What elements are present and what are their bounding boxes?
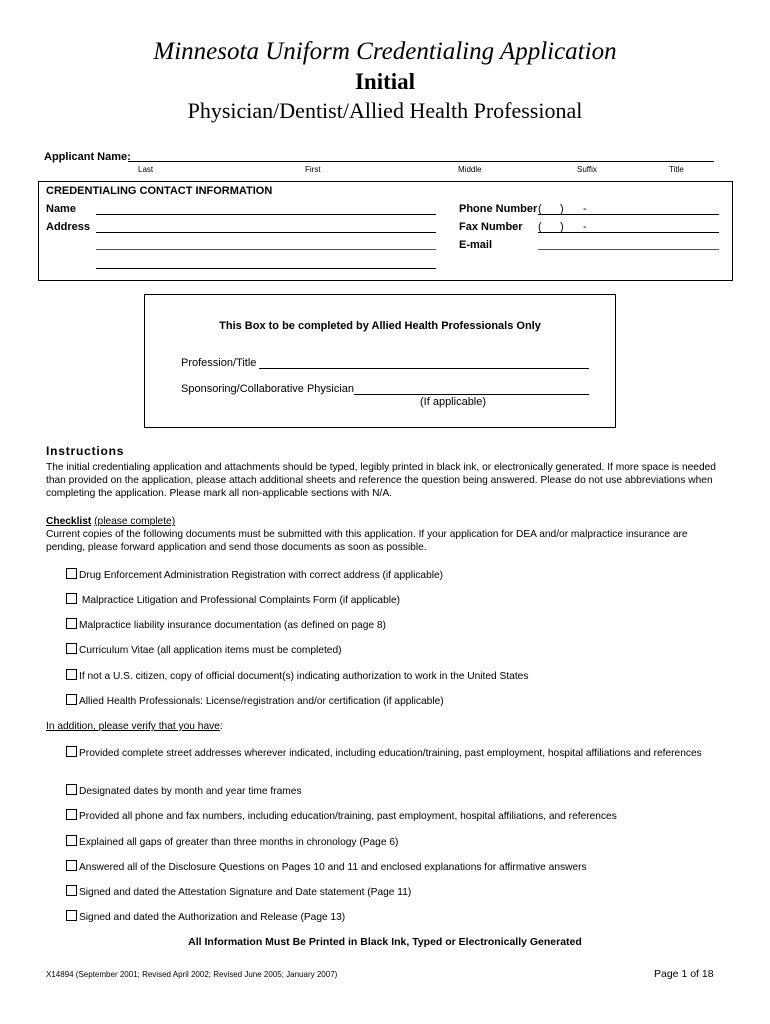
verify-item-label: Provided complete street addresses wherever indicated, including education/training, past employment, hospital affiliations and references <box>79 748 702 759</box>
checklist-item-label: If not a U.S. citizen, copy of official document(s) indicating authorization to work in the United States <box>79 671 529 682</box>
verify-item-label: Signed and dated the Attestation Signature and Date statement (Page 11) <box>79 887 412 898</box>
sponsoring-physician-field[interactable] <box>354 394 589 395</box>
checkbox[interactable] <box>66 669 77 680</box>
checklist-item <box>66 618 716 632</box>
middle-name-label: Middle <box>458 165 482 174</box>
contact-address-line-1[interactable] <box>96 232 436 233</box>
page-number: Page 1 of 18 <box>654 968 714 980</box>
phone-number-field[interactable] <box>538 214 719 215</box>
fax-paren-open: ( <box>538 221 542 233</box>
if-applicable-note: (If applicable) <box>420 396 487 408</box>
form-subtitle: Initial <box>354 69 416 94</box>
checkbox[interactable] <box>66 860 77 871</box>
fax-number-field[interactable] <box>538 232 719 233</box>
checklist-item-label: Drug Enforcement Administration Registration with correct address (if applicable) <box>79 570 444 581</box>
checklist-note: (please complete) <box>94 516 176 527</box>
checkbox[interactable] <box>66 618 77 629</box>
checkbox[interactable] <box>66 568 77 579</box>
verify-item-label: Designated dates by month and year time frames <box>79 786 302 797</box>
title-label: Title <box>669 165 684 174</box>
verify-item-label: Provided all phone and fax numbers, including education/training, past employment, hospital affiliations, and references <box>79 811 617 822</box>
first-name-label: First <box>305 165 321 174</box>
instructions-body: The initial credentialing application and attachments should be typed, legibly printed in black ink, or electronically generated. If more space is needed than provided on the application, please attach additional sheets and reference the question being answered. Please do not use abbreviations when completing the application. Please mark all non-applicable sections with N/A. <box>46 462 716 499</box>
checkbox[interactable] <box>66 885 77 896</box>
form-title: Minnesota Uniform Credentialing Application <box>153 38 617 65</box>
verify-heading-colon: : <box>219 721 223 732</box>
sponsoring-physician-label: Sponsoring/Collaborative Physician <box>181 383 355 395</box>
verify-heading <box>46 720 726 733</box>
email-label: E-mail <box>459 239 493 251</box>
phone-paren-close: ) <box>560 203 564 215</box>
checklist-item <box>66 669 716 683</box>
contact-name-label: Name <box>46 203 76 215</box>
applicant-name-label: Applicant Name: <box>44 151 131 163</box>
checklist-item <box>66 694 716 708</box>
contact-heading: CREDENTIALING CONTACT INFORMATION <box>46 185 273 197</box>
phone-number-label: Phone Number <box>459 203 538 215</box>
checklist-item-label: Malpractice liability insurance documentation (as defined on page 8) <box>79 620 386 631</box>
verify-item <box>66 809 716 823</box>
checklist-title: Checklist <box>46 516 92 527</box>
contact-name-field[interactable] <box>96 214 436 215</box>
verify-item <box>66 746 706 760</box>
ink-notice: All Information Must Be Printed in Black Ink, Typed or Electronically Generated <box>188 936 582 948</box>
contact-address-label: Address <box>46 221 91 233</box>
checklist-item <box>66 643 716 657</box>
checkbox[interactable] <box>66 910 77 921</box>
verify-item <box>66 860 716 874</box>
applicant-name-field[interactable] <box>128 161 714 162</box>
checkbox[interactable] <box>66 643 77 654</box>
contact-address-line-3[interactable] <box>96 268 436 269</box>
verify-item <box>66 885 716 899</box>
checklist-item-label: Malpractice Litigation and Professional Complaints Form (if applicable) <box>79 595 401 606</box>
form-category: Physician/Dentist/Allied Health Professional <box>187 98 583 123</box>
checklist-item <box>66 568 716 582</box>
checklist-heading <box>46 515 726 528</box>
verify-item-label: Explained all gaps of greater than three months in chronology (Page 6) <box>79 837 399 848</box>
fax-paren-close: ) <box>560 221 564 233</box>
checkbox[interactable] <box>66 835 77 846</box>
profession-title-field[interactable] <box>259 368 589 369</box>
phone-dash: - <box>583 203 587 215</box>
fax-dash: - <box>583 221 587 233</box>
checklist-item-label: Allied Health Professionals: License/registration and/or certification (if applicable) <box>79 696 444 707</box>
checklist-body: Current copies of the following documents must be submitted with this application. If your application for DEA and/or malpractice insurance are pending, please forward application and send those documents as soon as possible. <box>46 529 688 553</box>
verify-item <box>66 835 716 849</box>
checkbox[interactable] <box>66 809 77 820</box>
verify-item-label: Answered all of the Disclosure Questions on Pages 10 and 11 and enclosed explanations for affirmative answers <box>79 862 587 873</box>
checkbox[interactable] <box>66 593 77 604</box>
checklist-item-label: Curriculum Vitae (all application items must be completed) <box>79 645 342 656</box>
checklist-item <box>66 593 716 607</box>
phone-paren-open: ( <box>538 203 542 215</box>
suffix-label: Suffix <box>577 165 597 174</box>
contact-address-line-2[interactable] <box>96 249 436 250</box>
form-id: X14894 (September 2001; Revised April 2002; Revised June 2005; January 2007) <box>46 970 338 979</box>
allied-heading: This Box to be completed by Allied Health Professionals Only <box>219 320 541 332</box>
instructions-heading: Instructions <box>46 444 125 458</box>
fax-number-label: Fax Number <box>459 221 523 233</box>
verify-heading-text: In addition, please verify that you have <box>46 721 220 732</box>
checkbox[interactable] <box>66 746 77 757</box>
last-name-label: Last <box>138 165 154 174</box>
checkbox[interactable] <box>66 784 77 795</box>
email-field[interactable] <box>538 249 719 250</box>
verify-item <box>66 784 716 798</box>
verify-item-label: Signed and dated the Authorization and Release (Page 13) <box>79 912 346 923</box>
profession-title-label: Profession/Title <box>181 357 257 369</box>
checkbox[interactable] <box>66 694 77 705</box>
verify-item <box>66 910 716 924</box>
